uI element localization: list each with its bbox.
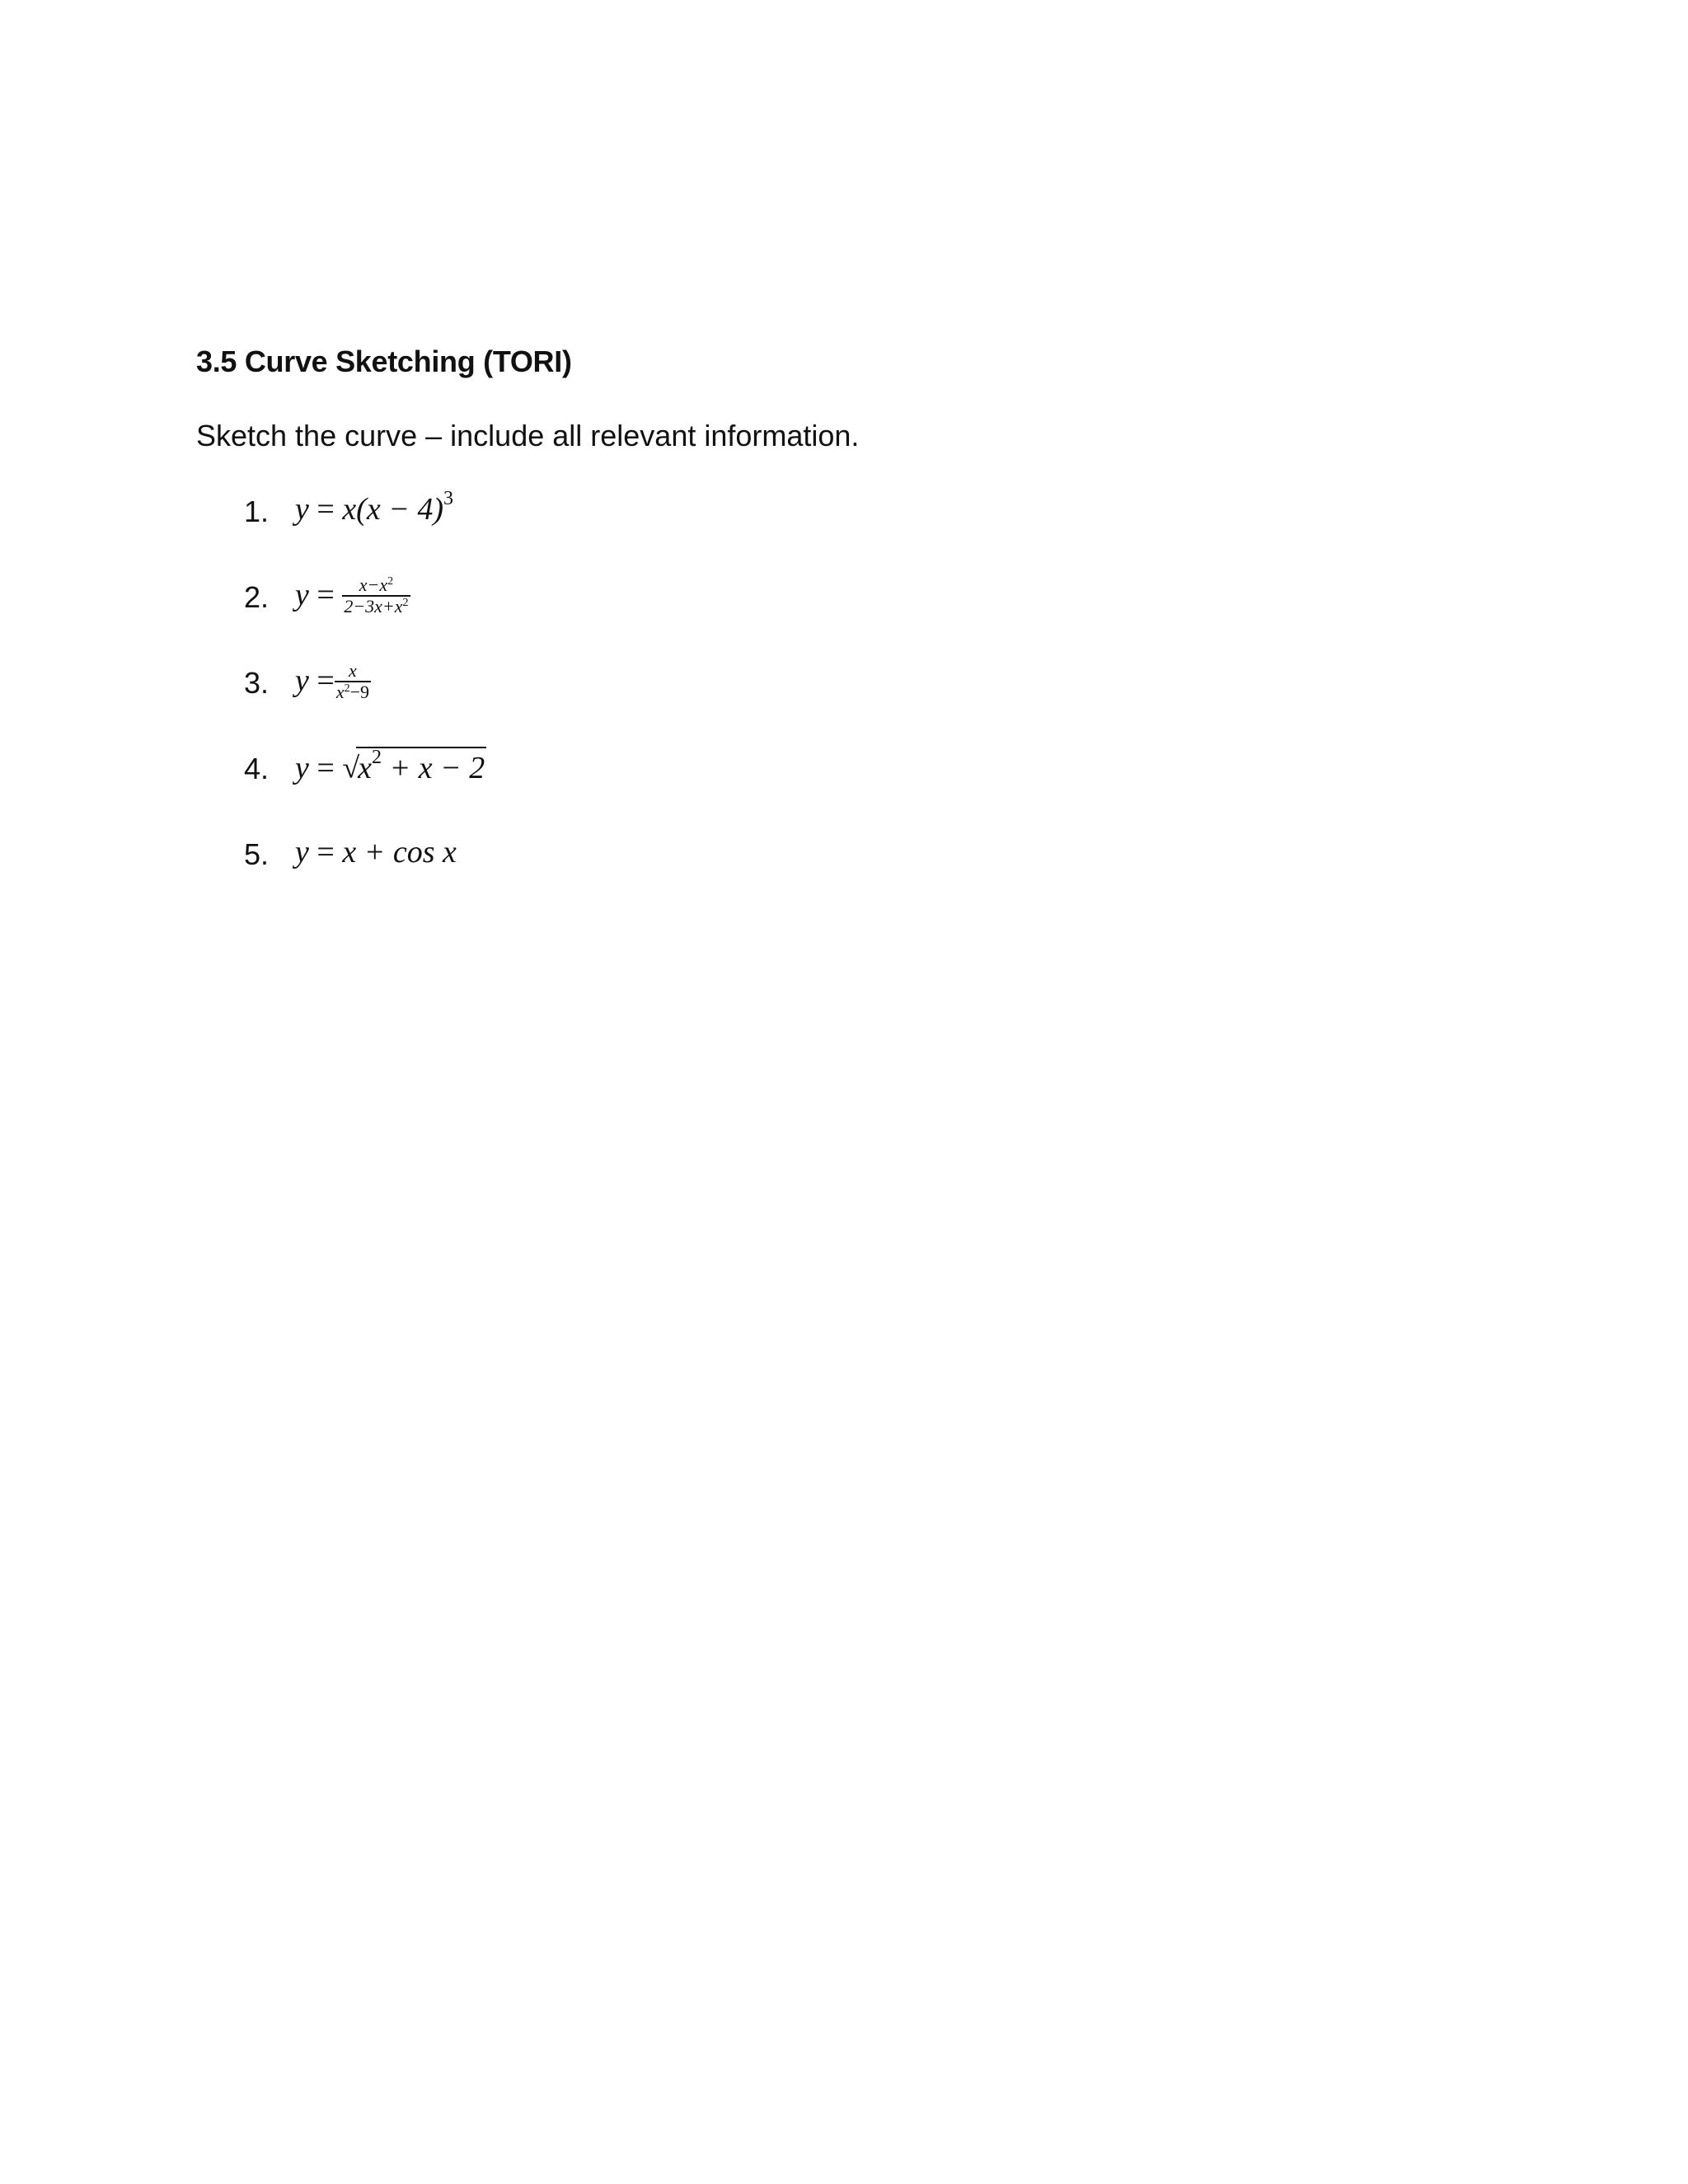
equals-sign: = <box>308 663 335 698</box>
math-variable-y: y <box>295 663 309 698</box>
equation-1 <box>295 488 453 527</box>
problem-number: 3. <box>244 666 270 700</box>
square-root <box>342 747 486 786</box>
math-variable-y: y <box>295 751 309 785</box>
radical-sign: √ <box>342 752 360 785</box>
equals-sign: = <box>308 492 343 527</box>
fraction-numerator: x <box>335 662 371 682</box>
section-heading: 3.5 Curve Sketching (TORI) <box>196 344 572 378</box>
equals-sign: = <box>308 751 343 785</box>
fraction <box>335 662 371 701</box>
fraction <box>342 576 410 616</box>
equation-2 <box>295 574 410 617</box>
fraction-numerator: $x-x^2$ <box>342 576 410 597</box>
equation-5 <box>295 834 457 870</box>
math-variable-y: y <box>295 578 309 612</box>
radicand: $x^2 + x - 2$ <box>358 747 485 785</box>
fraction-denominator: $x^2-9$ <box>335 682 369 703</box>
problem-number: 2. <box>244 580 270 614</box>
problem-number: 1. <box>244 494 270 528</box>
math-variable-y: y <box>295 492 309 527</box>
instructions-text: Sketch the curve – include all relevant information. <box>196 419 860 452</box>
problem-number: 5. <box>244 837 270 871</box>
equals-sign: = <box>308 578 343 612</box>
exponent: 3 <box>443 488 453 509</box>
math-variable-y: y <box>295 835 309 869</box>
equation-3 <box>295 660 371 703</box>
math-expression: x(x − 4) <box>342 492 443 527</box>
equals-sign: = <box>308 835 343 869</box>
fraction-denominator: $2-3x+x^2$ <box>344 596 409 617</box>
equation-4 <box>295 747 486 786</box>
math-expression: x + cos x <box>342 835 457 869</box>
problem-number: 4. <box>244 752 270 785</box>
